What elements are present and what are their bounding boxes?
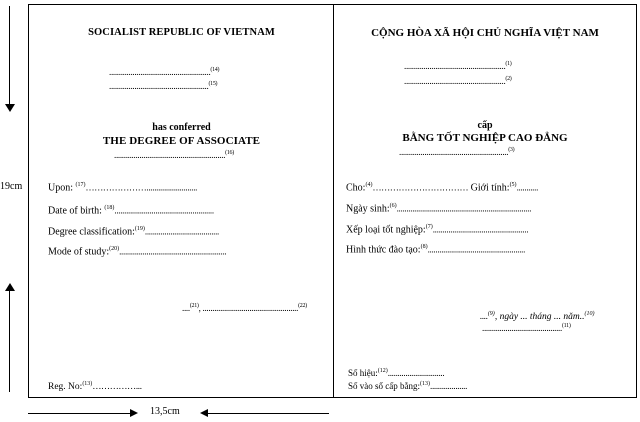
ref-3: (3) xyxy=(508,147,515,153)
upon-dots: ………………….......................... xyxy=(85,182,198,193)
mode-of-study-label: Mode of study: xyxy=(48,246,110,258)
registration-number-dots: ……………... xyxy=(92,381,142,392)
vi-date-text: , ngày ... tháng ... năm.. xyxy=(494,312,585,323)
dots-1: .................................................... xyxy=(404,61,506,71)
dots-2: .................................................... xyxy=(404,76,506,86)
dots-11: ......................................... xyxy=(482,323,562,333)
place-date-line xyxy=(182,303,307,313)
dots-15: ................................................... xyxy=(109,81,209,91)
ref-14: (14) xyxy=(210,67,220,73)
hinh-thuc-ref: (8) xyxy=(420,244,428,250)
mode-of-study-ref: (20) xyxy=(109,246,120,252)
line-15 xyxy=(109,81,217,91)
mode-of-study-dots: ....................................................... xyxy=(119,246,227,257)
vertical-arrow-bottom-line xyxy=(9,290,10,392)
width-dimension-label: 13,5cm xyxy=(150,406,180,417)
cho-ref: (4) xyxy=(365,182,373,188)
line-2 xyxy=(404,76,512,86)
height-dimension-label: 19cm xyxy=(0,181,23,192)
registration-number-label: Reg. No: xyxy=(48,382,83,393)
registration-number-field xyxy=(48,381,142,392)
ngay-sinh-ref: (6) xyxy=(389,203,397,209)
date-of-birth-ref: (18) xyxy=(104,205,115,211)
so-hieu-dots: ............................. xyxy=(387,368,445,378)
registration-number-ref: (13) xyxy=(82,381,93,387)
xep-loai-field xyxy=(346,224,528,235)
so-vao-so-ref: (13) xyxy=(420,381,430,387)
date-dots: ................................................. xyxy=(202,303,299,313)
degree-title-vietnamese: BẰNG TỐT NGHIỆP CAO ĐẲNG xyxy=(402,132,568,144)
ref-21: (21) xyxy=(189,303,199,309)
ref-15: (15) xyxy=(208,81,218,87)
degree-title-english: THE DEGREE OF ASSOCIATE xyxy=(102,135,261,147)
date-of-birth-label: Date of birth: xyxy=(48,205,102,217)
line-11 xyxy=(482,323,571,333)
vi-date-line xyxy=(480,311,595,322)
vi-date-lead-dots: .... xyxy=(480,311,488,322)
horizontal-arrow-right-head xyxy=(130,409,138,417)
vertical-arrow-top-line xyxy=(9,6,10,110)
xep-loai-dots: ................................................. xyxy=(432,224,529,235)
cho-label: Cho: xyxy=(346,182,366,194)
upon-field xyxy=(48,182,197,193)
degree-classification-field xyxy=(48,226,219,237)
degree-classification-label: Degree classification: xyxy=(48,226,135,238)
so-vao-so-dots: ................... xyxy=(430,381,468,391)
dots-3: ........................................................ xyxy=(399,147,509,157)
so-hieu-field xyxy=(348,368,444,378)
certificate-english-panel xyxy=(28,4,335,398)
hinh-thuc-dots: .................................................. xyxy=(427,244,526,255)
ngay-sinh-label: Ngày sinh: xyxy=(346,203,390,215)
so-vao-so-label: Số vào sổ cấp bằng: xyxy=(348,381,420,391)
gioi-tinh-dots: ........... xyxy=(516,182,539,193)
has-conferred-text: has conferred xyxy=(152,122,211,133)
place-dots: .... xyxy=(182,303,190,313)
ref-1: (1) xyxy=(505,61,512,67)
ref-11: (11) xyxy=(561,323,571,329)
mode-of-study-field xyxy=(48,246,226,257)
horizontal-arrow-right-line xyxy=(207,413,329,414)
certificate-vietnamese-panel xyxy=(333,4,637,398)
dots-16: ......................................................... xyxy=(114,150,226,160)
upon-ref: (17) xyxy=(75,182,86,188)
line-16 xyxy=(114,150,234,160)
cho-gioitinh-field xyxy=(346,182,538,193)
line-14 xyxy=(109,67,219,77)
gioi-tinh-ref: (5) xyxy=(509,182,517,188)
gioi-tinh-label: Giới tính: xyxy=(470,182,510,194)
so-hieu-label: Số hiệu: xyxy=(348,368,378,378)
horizontal-arrow-left-line xyxy=(28,413,134,414)
so-vao-so-field xyxy=(348,381,467,391)
upon-label: Upon: xyxy=(48,182,73,194)
degree-classification-ref: (19) xyxy=(134,226,145,232)
vertical-arrow-down-head xyxy=(5,104,15,112)
cap-text: cấp xyxy=(477,120,493,131)
ref-9: (9) xyxy=(487,311,495,317)
date-of-birth-dots: ................................................... xyxy=(114,205,214,216)
date-of-birth-field xyxy=(48,205,214,216)
hinh-thuc-label: Hình thức đào tạo: xyxy=(346,244,421,256)
xep-loai-ref: (7) xyxy=(425,224,433,230)
ngay-sinh-dots: ..................................................................... xyxy=(396,203,532,214)
hinh-thuc-field xyxy=(346,244,525,255)
degree-classification-dots: ...................................... xyxy=(144,226,220,237)
so-hieu-ref: (12) xyxy=(377,368,388,374)
ref-2: (2) xyxy=(505,76,512,82)
vertical-arrow-up-head xyxy=(5,283,15,291)
cho-dots: …………………………… xyxy=(372,182,469,193)
line-3 xyxy=(399,147,514,157)
dots-14: .................................................... xyxy=(109,67,211,77)
xep-loai-label: Xếp loại tốt nghiệp: xyxy=(346,224,426,236)
ref-22: (22) xyxy=(298,303,307,309)
ref-10: (10) xyxy=(584,311,595,317)
country-name-english: SOCIALIST REPUBLIC OF VIETNAM xyxy=(88,27,275,38)
line-1 xyxy=(404,61,512,71)
country-name-vietnamese: CỘNG HÒA XÃ HỘI CHỦ NGHĨA VIỆT NAM xyxy=(371,27,599,39)
ngay-sinh-field xyxy=(346,203,531,214)
place-separator: , xyxy=(198,303,201,313)
ref-16: (16) xyxy=(225,150,234,156)
